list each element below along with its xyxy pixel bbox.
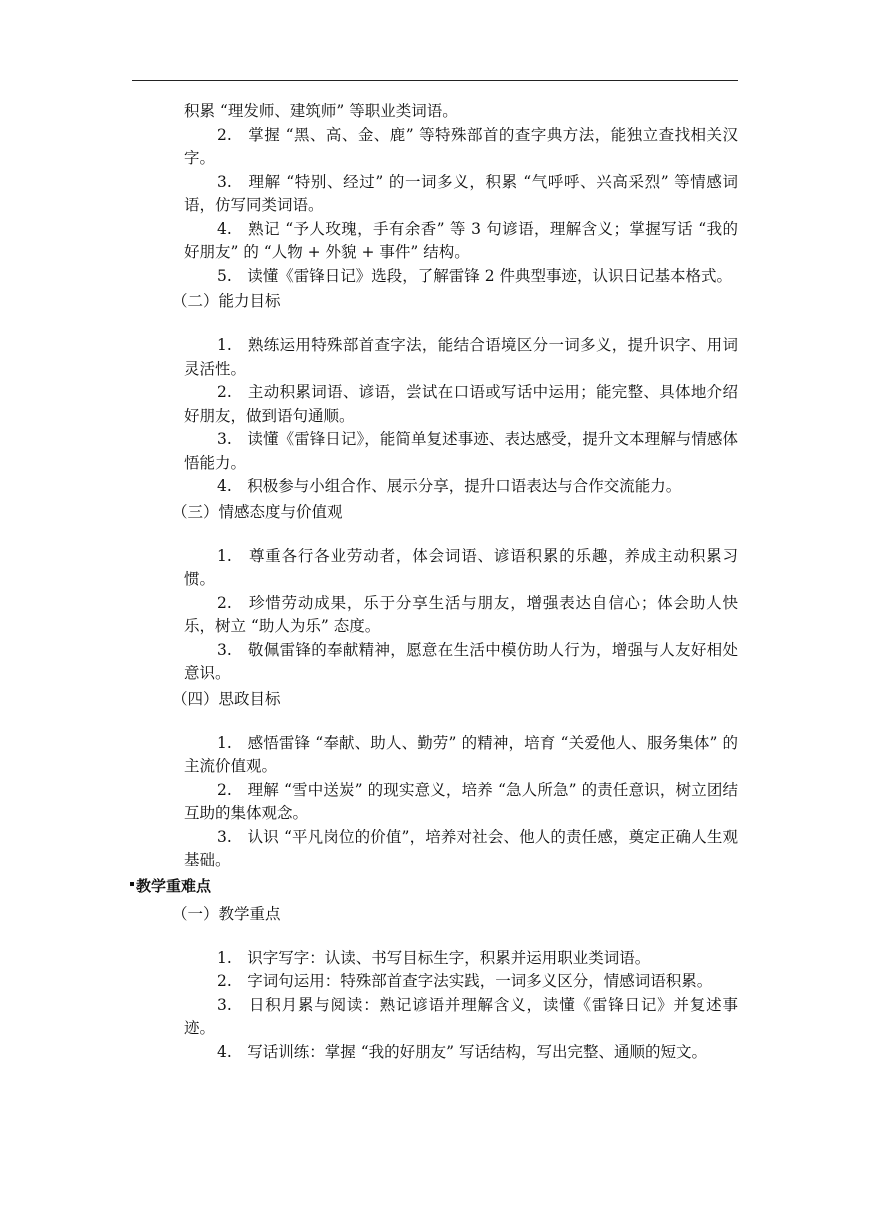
knowledge-goal-4: 4. 熟记 “予人玫瑰，手有余香” 等 3 句谚语，理解含义；掌握写话 “我的好朋友” 的 “人物 + 外貌 + 事件” 结构。 [184,219,738,261]
document-body [0,100,870,1064]
knowledge-goal-5: 5. 读懂《雷锋日记》选段，了解雷锋 2 件典型事迹，认识日记基本格式。 [217,266,733,285]
ability-goal-3: 3. 读懂《雷锋日记》，能简单复述事迹、表达感受，提升文本理解与情感体悟能力。 [184,430,738,472]
header-rule [132,80,738,81]
key-point-2: 2. 字词句运用：特殊部首查字法实践，一词多义区分，情感词语积累。 [217,972,713,990]
key-point-1: 1. 识字写字：认读、书写目标生字，积累并运用职业类词语。 [217,948,651,967]
key-points-heading: （一）教学重点 [172,904,281,923]
emotion-goals-heading: （三）情感态度与价值观 [172,502,343,521]
emotion-goal-2: 2. 珍惜劳动成果，乐于分享生活与朋友，增强表达自信心；体会助人快乐，树立 “助人为乐” 态度。 [184,593,738,635]
ability-goals-heading: （二）能力目标 [172,292,281,310]
ideology-goals-heading: （四）思政目标 [172,689,281,708]
key-point-3: 3. 日积月累与阅读：熟记谚语并理解含义，读懂《雷锋日记》并复述事迹。 [184,995,738,1037]
knowledge-goal-1-tail: 积累 “理发师、建筑师” 等职业类词语。 [184,102,458,120]
ability-goal-4: 4. 积极参与小组合作、展示分享，提升口语表达与合作交流能力。 [217,477,682,495]
ideology-goal-3: 3. 认识 “平凡岗位的价值”，培养对社会、他人的责任感，奠定正确人生观基础。 [184,827,738,869]
ideology-goal-2: 2. 理解 “雪中送炭” 的现实意义，培养 “急人所急” 的责任意识，树立团结互助的集体观念。 [184,780,738,822]
emotion-goal-3: 3. 敬佩雷锋的奉献精神，愿意在生活中模仿助人行为，增强与人友好相处意识。 [184,640,738,682]
key-point-4: 4. 写话训练：掌握 “我的好朋友” 写话结构，写出完整、通顺的短文。 [217,1042,707,1061]
key-difficult-points-title [130,875,870,897]
knowledge-goal-3: 3. 理解 “特别、经过” 的一词多义，积累 “气呼呼、兴高采烈” 等情感词语，仿写同类词语。 [184,172,738,214]
ability-goal-2: 2. 主动积累词语、谚语，尝试在口语或写话中运用；能完整、具体地介绍好朋友，做到语句通顺。 [184,383,738,425]
ideology-goal-1: 1. 感悟雷锋 “奉献、助人、勤劳” 的精神，培育 “关爱他人、服务集体” 的主流价值观。 [184,733,738,775]
square-bullet-icon [130,882,134,886]
knowledge-goal-2: 2. 掌握 “黑、高、金、鹿” 等特殊部首的查字典方法，能独立查找相关汉字。 [184,125,738,167]
ability-goal-1: 1. 熟练运用特殊部首查字法，能结合语境区分一词多义，提升识字、用词灵活性。 [184,336,738,378]
emotion-goal-1: 1. 尊重各行各业劳动者，体会词语、谚语积累的乐趣，养成主动积累习惯。 [184,546,738,588]
section-title-text: 教学重难点 [136,876,212,895]
